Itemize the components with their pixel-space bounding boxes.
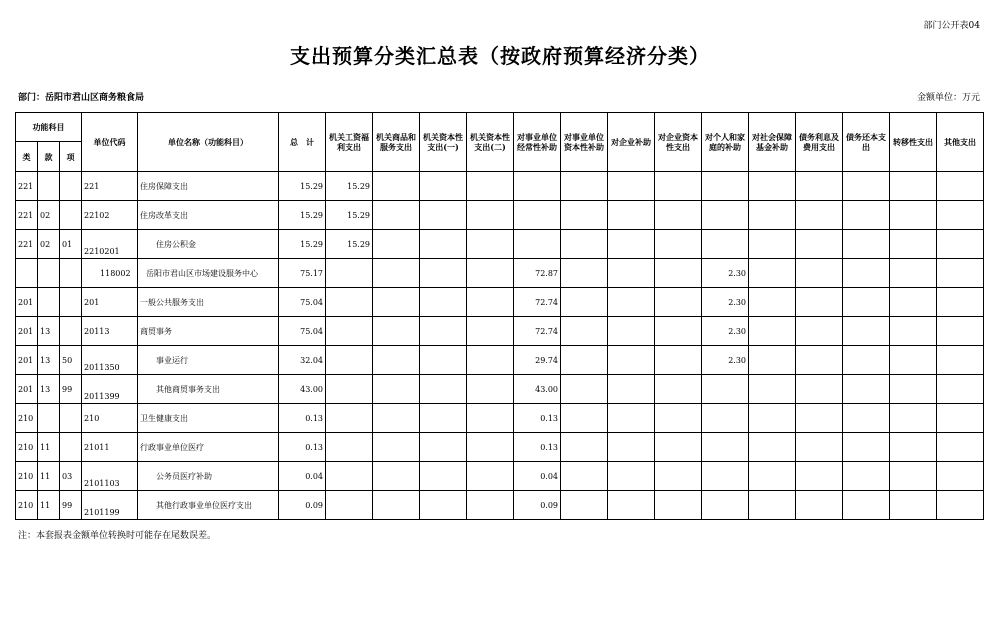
amount-cell — [326, 346, 373, 375]
unit-code-cell: 210 — [82, 404, 138, 433]
amount-cell — [937, 201, 984, 230]
kuan-cell — [38, 288, 60, 317]
amount-cell — [655, 433, 702, 462]
xiang-cell: 50 — [60, 346, 82, 375]
table-row — [16, 201, 984, 230]
lei-cell: 221 — [16, 230, 38, 259]
amount-cell — [608, 259, 655, 288]
amount-cell — [702, 491, 749, 520]
table-row — [16, 491, 984, 520]
amount-cell — [890, 462, 937, 491]
amount-cell — [702, 404, 749, 433]
total-cell: 75.17 — [279, 259, 326, 288]
amount-cell — [561, 346, 608, 375]
amount-cell — [608, 201, 655, 230]
amount-cell — [890, 201, 937, 230]
xiang-cell — [60, 317, 82, 346]
unit-code-cell: 2101103 — [82, 462, 138, 491]
total-header: 总 计 — [279, 113, 326, 172]
amount-cell — [937, 317, 984, 346]
amount-cell — [937, 259, 984, 288]
amount-cell — [373, 288, 420, 317]
amount-cell — [420, 317, 467, 346]
amount-cell — [467, 491, 514, 520]
amount-cell — [749, 346, 796, 375]
table-row — [16, 172, 984, 201]
amount-cell: 0.13 — [514, 404, 561, 433]
col-header: 对社会保障基金补助 — [749, 113, 796, 172]
amount-cell: 15.29 — [326, 230, 373, 259]
amount-cell — [937, 433, 984, 462]
kuan-header: 款 — [38, 142, 60, 172]
amount-cell — [373, 404, 420, 433]
xiang-header: 项 — [60, 142, 82, 172]
amount-cell — [514, 172, 561, 201]
amount-cell — [749, 375, 796, 404]
total-cell: 75.04 — [279, 288, 326, 317]
table-row — [16, 375, 984, 404]
amount-cell — [608, 288, 655, 317]
amount-cell — [608, 172, 655, 201]
amount-cell — [655, 404, 702, 433]
lei-cell: 201 — [16, 288, 38, 317]
amount-cell — [373, 375, 420, 404]
amount-cell — [843, 201, 890, 230]
amount-cell — [655, 346, 702, 375]
amount-cell — [655, 317, 702, 346]
xiang-cell: 01 — [60, 230, 82, 259]
amount-cell — [655, 172, 702, 201]
amount-cell — [467, 172, 514, 201]
amount-cell — [796, 230, 843, 259]
amount-cell — [420, 230, 467, 259]
amount-cell — [373, 491, 420, 520]
total-cell: 43.00 — [279, 375, 326, 404]
amount-cell — [937, 491, 984, 520]
amount-cell — [467, 230, 514, 259]
amount-cell — [561, 375, 608, 404]
amount-cell: 0.13 — [514, 433, 561, 462]
amount-cell — [326, 462, 373, 491]
amount-cell: 0.04 — [514, 462, 561, 491]
amount-cell — [749, 259, 796, 288]
col-header: 对事业单位资本性补助 — [561, 113, 608, 172]
amount-cell — [420, 404, 467, 433]
col-header: 机关资本性支出(二) — [467, 113, 514, 172]
amount-cell — [749, 201, 796, 230]
amount-cell: 2.30 — [702, 259, 749, 288]
amount-cell — [420, 375, 467, 404]
amount-cell — [561, 288, 608, 317]
amount-cell — [373, 346, 420, 375]
amount-cell — [749, 230, 796, 259]
xiang-cell — [60, 259, 82, 288]
lei-cell: 210 — [16, 491, 38, 520]
kuan-cell: 13 — [38, 375, 60, 404]
total-cell: 75.04 — [279, 317, 326, 346]
xiang-cell — [60, 433, 82, 462]
unit-name-cell: 行政事业单位医疗 — [138, 433, 279, 462]
amount-cell — [796, 375, 843, 404]
amount-cell — [843, 491, 890, 520]
unit-name-cell: 住房改革支出 — [138, 201, 279, 230]
amount-cell — [608, 230, 655, 259]
amount-cell: 2.30 — [702, 317, 749, 346]
amount-cell — [608, 491, 655, 520]
amount-cell — [420, 259, 467, 288]
unit-code-cell: 20113 — [82, 317, 138, 346]
amount-cell — [655, 230, 702, 259]
lei-cell: 210 — [16, 433, 38, 462]
amount-cell — [467, 201, 514, 230]
lei-cell: 210 — [16, 404, 38, 433]
amount-cell — [796, 288, 843, 317]
amount-cell — [326, 433, 373, 462]
amount-cell — [749, 433, 796, 462]
amount-cell — [608, 375, 655, 404]
unit-code-cell: 22102 — [82, 201, 138, 230]
unit-name-cell: 住房公积金 — [138, 230, 279, 259]
amount-cell — [326, 404, 373, 433]
amount-cell — [890, 230, 937, 259]
amount-cell — [937, 404, 984, 433]
amount-cell — [890, 259, 937, 288]
amount-cell — [937, 346, 984, 375]
amount-cell — [890, 433, 937, 462]
amount-cell — [796, 404, 843, 433]
amount-cell — [749, 462, 796, 491]
amount-cell: 2.30 — [702, 288, 749, 317]
amount-cell — [467, 462, 514, 491]
amount-cell — [796, 462, 843, 491]
amount-cell — [420, 346, 467, 375]
func-subject-header: 功能科目 — [16, 113, 82, 142]
department-label: 部门：岳阳市君山区商务粮食局 — [18, 93, 145, 103]
amount-cell — [326, 259, 373, 288]
unit-code-cell: 118002 — [82, 259, 138, 288]
kuan-cell: 02 — [38, 230, 60, 259]
kuan-cell: 11 — [38, 462, 60, 491]
lei-cell: 201 — [16, 346, 38, 375]
amount-cell: 0.09 — [514, 491, 561, 520]
lei-cell: 221 — [16, 172, 38, 201]
kuan-cell: 02 — [38, 201, 60, 230]
unit-name-cell: 其他商贸事务支出 — [138, 375, 279, 404]
lei-cell: 221 — [16, 201, 38, 230]
amount-cell — [937, 462, 984, 491]
unit-name-cell: 事业运行 — [138, 346, 279, 375]
table-row — [16, 288, 984, 317]
amount-cell — [937, 375, 984, 404]
unit-code-cell: 201 — [82, 288, 138, 317]
table-row — [16, 317, 984, 346]
table-row — [16, 404, 984, 433]
amount-cell — [749, 172, 796, 201]
amount-cell — [655, 375, 702, 404]
amount-cell — [890, 172, 937, 201]
col-header: 对企业资本性支出 — [655, 113, 702, 172]
amount-cell — [561, 491, 608, 520]
amount-cell — [467, 404, 514, 433]
amount-cell — [843, 288, 890, 317]
table-row — [16, 346, 984, 375]
budget-table — [15, 112, 984, 520]
unit-code-header: 单位代码 — [82, 113, 138, 172]
unit-name-cell: 其他行政事业单位医疗支出 — [138, 491, 279, 520]
total-cell: 32.04 — [279, 346, 326, 375]
amount-cell — [890, 346, 937, 375]
amount-cell: 2.30 — [702, 346, 749, 375]
amount-cell — [655, 288, 702, 317]
amount-cell — [467, 317, 514, 346]
amount-cell — [467, 375, 514, 404]
xiang-cell: 03 — [60, 462, 82, 491]
kuan-cell: 11 — [38, 491, 60, 520]
amount-unit-label: 金额单位：万元 — [916, 93, 980, 103]
lei-cell: 201 — [16, 317, 38, 346]
kuan-cell: 13 — [38, 317, 60, 346]
col-header: 其他支出 — [937, 113, 984, 172]
table-row — [16, 230, 984, 259]
lei-cell: 210 — [16, 462, 38, 491]
amount-cell — [843, 462, 890, 491]
amount-cell — [608, 404, 655, 433]
amount-cell — [561, 201, 608, 230]
amount-cell — [561, 172, 608, 201]
amount-cell — [937, 172, 984, 201]
amount-cell: 72.87 — [514, 259, 561, 288]
unit-name-header: 单位名称（功能科目） — [138, 113, 279, 172]
amount-cell — [843, 172, 890, 201]
total-cell: 0.13 — [279, 404, 326, 433]
unit-code-cell: 221 — [82, 172, 138, 201]
amount-cell — [514, 201, 561, 230]
amount-cell: 43.00 — [514, 375, 561, 404]
amount-cell — [749, 404, 796, 433]
amount-cell — [843, 230, 890, 259]
amount-cell — [561, 404, 608, 433]
col-header: 机关商品和服务支出 — [373, 113, 420, 172]
amount-cell — [796, 433, 843, 462]
amount-cell — [561, 317, 608, 346]
unit-code-cell: 21011 — [82, 433, 138, 462]
table-row — [16, 433, 984, 462]
amount-cell — [373, 317, 420, 346]
amount-cell — [608, 317, 655, 346]
amount-cell — [326, 288, 373, 317]
amount-cell — [373, 172, 420, 201]
unit-code-cell: 2101199 — [82, 491, 138, 520]
amount-cell: 72.74 — [514, 288, 561, 317]
col-header: 债务利息及费用支出 — [796, 113, 843, 172]
xiang-cell — [60, 288, 82, 317]
kuan-cell — [38, 259, 60, 288]
amount-cell — [655, 201, 702, 230]
amount-cell — [467, 288, 514, 317]
total-cell: 15.29 — [279, 201, 326, 230]
amount-cell — [890, 491, 937, 520]
amount-cell — [655, 259, 702, 288]
amount-cell — [373, 201, 420, 230]
amount-cell — [608, 346, 655, 375]
amount-cell — [702, 433, 749, 462]
unit-name-cell: 一般公共服务支出 — [138, 288, 279, 317]
amount-cell — [608, 462, 655, 491]
kuan-cell — [38, 172, 60, 201]
unit-code-cell: 2210201 — [82, 230, 138, 259]
col-header: 机关资本性支出(一) — [420, 113, 467, 172]
total-cell: 0.04 — [279, 462, 326, 491]
xiang-cell: 99 — [60, 491, 82, 520]
amount-cell — [702, 172, 749, 201]
amount-cell — [561, 259, 608, 288]
amount-cell — [796, 172, 843, 201]
col-header: 转移性支出 — [890, 113, 937, 172]
amount-cell — [843, 375, 890, 404]
amount-cell — [796, 346, 843, 375]
amount-cell — [843, 404, 890, 433]
amount-cell: 29.74 — [514, 346, 561, 375]
amount-cell — [420, 288, 467, 317]
amount-cell — [749, 491, 796, 520]
amount-cell — [326, 375, 373, 404]
amount-cell — [890, 404, 937, 433]
form-code: 部门公开表04 — [923, 21, 980, 31]
unit-name-cell: 卫生健康支出 — [138, 404, 279, 433]
amount-cell — [514, 230, 561, 259]
unit-name-cell: 公务员医疗补助 — [138, 462, 279, 491]
lei-header: 类 — [16, 142, 38, 172]
amount-cell — [420, 491, 467, 520]
amount-cell — [561, 433, 608, 462]
amount-cell — [373, 230, 420, 259]
amount-cell — [655, 462, 702, 491]
col-header: 机关工资福利支出 — [326, 113, 373, 172]
amount-cell — [702, 375, 749, 404]
table-row — [16, 462, 984, 491]
amount-cell — [420, 462, 467, 491]
amount-cell — [843, 317, 890, 346]
amount-cell — [702, 462, 749, 491]
xiang-cell — [60, 172, 82, 201]
amount-cell — [608, 433, 655, 462]
amount-cell — [937, 230, 984, 259]
unit-code-cell: 2011350 — [82, 346, 138, 375]
total-cell: 0.09 — [279, 491, 326, 520]
footnote: 注：本套报表金额单位转换时可能存在尾数误差。 — [18, 531, 217, 541]
col-header: 对事业单位经常性补助 — [514, 113, 561, 172]
total-cell: 15.29 — [279, 230, 326, 259]
page-title: 支出预算分类汇总表（按政府预算经济分类） — [290, 44, 710, 68]
amount-cell — [702, 201, 749, 230]
amount-cell — [420, 433, 467, 462]
amount-cell — [326, 317, 373, 346]
total-cell: 0.13 — [279, 433, 326, 462]
unit-name-cell: 商贸事务 — [138, 317, 279, 346]
kuan-cell: 13 — [38, 346, 60, 375]
amount-cell — [843, 433, 890, 462]
amount-cell — [561, 230, 608, 259]
amount-cell — [937, 288, 984, 317]
unit-code-cell: 2011399 — [82, 375, 138, 404]
kuan-cell — [38, 404, 60, 433]
amount-cell — [420, 172, 467, 201]
amount-cell: 15.29 — [326, 172, 373, 201]
amount-cell — [749, 317, 796, 346]
amount-cell: 72.74 — [514, 317, 561, 346]
amount-cell — [655, 491, 702, 520]
amount-cell — [796, 317, 843, 346]
table-row — [16, 259, 984, 288]
amount-cell — [467, 259, 514, 288]
amount-cell — [796, 491, 843, 520]
xiang-cell — [60, 201, 82, 230]
xiang-cell: 99 — [60, 375, 82, 404]
amount-cell — [373, 433, 420, 462]
amount-cell — [890, 375, 937, 404]
amount-cell — [749, 288, 796, 317]
amount-cell — [373, 259, 420, 288]
amount-cell — [890, 317, 937, 346]
amount-cell — [326, 491, 373, 520]
amount-cell — [796, 201, 843, 230]
amount-cell — [561, 462, 608, 491]
col-header: 债务还本支出 — [843, 113, 890, 172]
amount-cell — [702, 230, 749, 259]
col-header: 对企业补助 — [608, 113, 655, 172]
amount-cell — [467, 346, 514, 375]
amount-cell — [843, 259, 890, 288]
unit-name-cell: 岳阳市君山区市场建设服务中心 — [138, 259, 279, 288]
amount-cell — [467, 433, 514, 462]
col-header: 对个人和家庭的补助 — [702, 113, 749, 172]
total-cell: 15.29 — [279, 172, 326, 201]
amount-cell — [890, 288, 937, 317]
amount-cell — [843, 346, 890, 375]
xiang-cell — [60, 404, 82, 433]
kuan-cell: 11 — [38, 433, 60, 462]
amount-cell — [796, 259, 843, 288]
lei-cell — [16, 259, 38, 288]
lei-cell: 201 — [16, 375, 38, 404]
amount-cell — [420, 201, 467, 230]
amount-cell: 15.29 — [326, 201, 373, 230]
unit-name-cell: 住房保障支出 — [138, 172, 279, 201]
amount-cell — [373, 462, 420, 491]
